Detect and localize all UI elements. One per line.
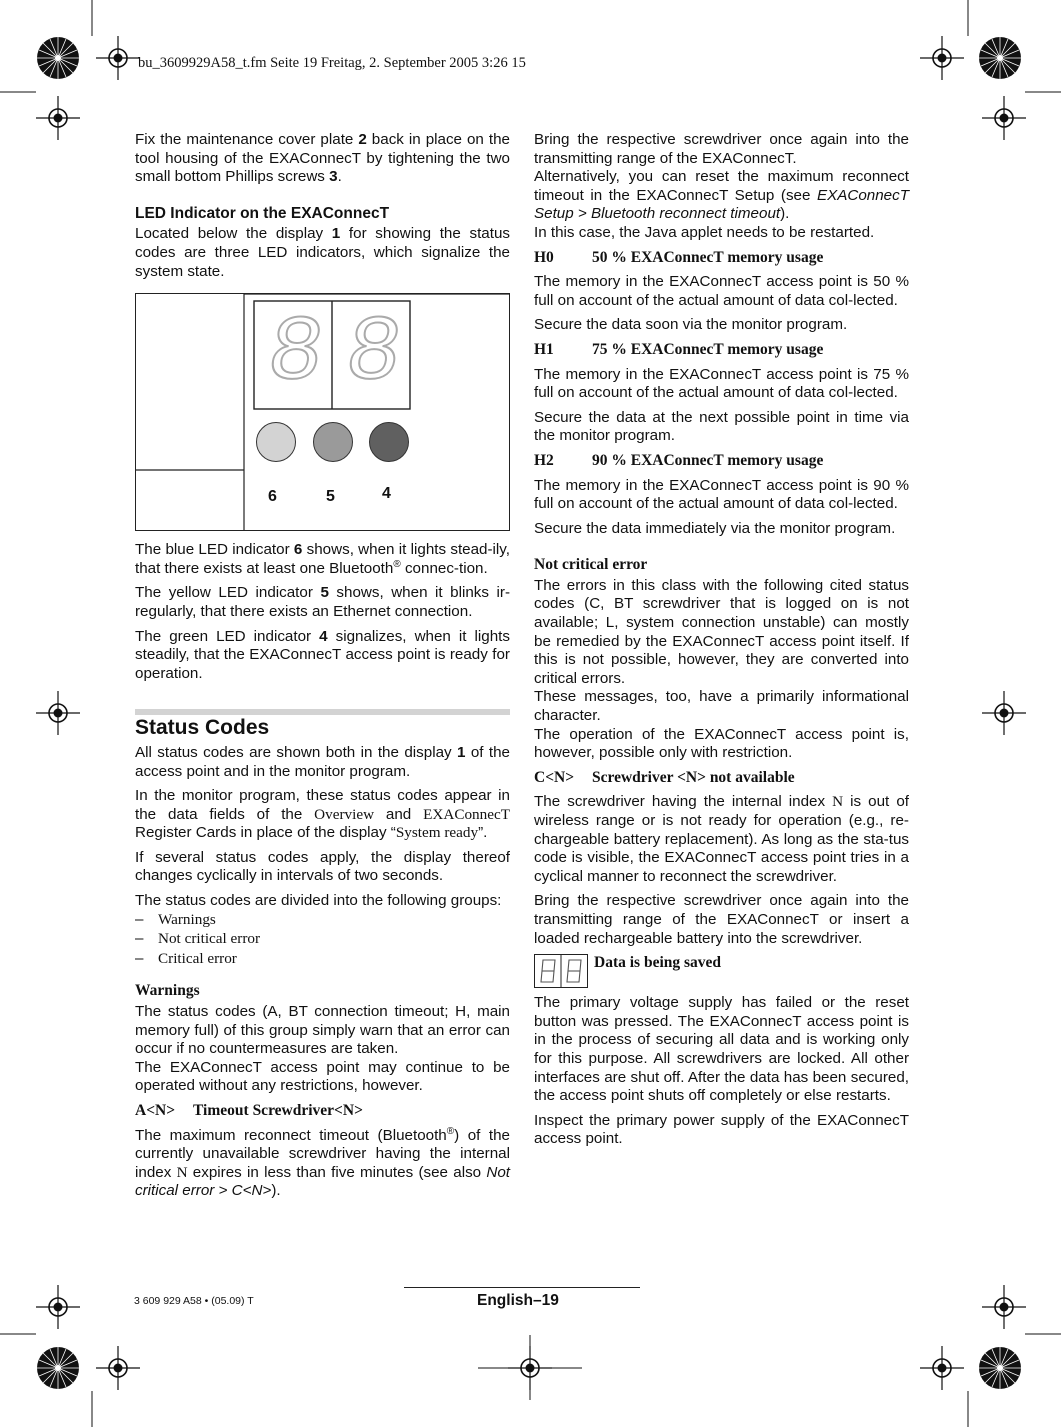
- paragraph: These messages, too, have a primarily informational character.: [534, 688, 909, 725]
- list-item: – Critical error: [135, 950, 510, 969]
- paragraph: The memory in the EXAConnecT access point is 90 % full on account of the actual amount of data col-lected.: [534, 476, 909, 513]
- paragraph: The primary voltage supply has failed or the reset button was pressed. The EXAConnecT access point is in the process of securing all data and is working only for this purpose. All screwdrivers are locked. All other interfaces are shut off. After the data has been secured, the access point shuts off completely or else restarts.: [534, 994, 909, 1105]
- led-indicator-heading: LED Indicator on the EXAConnecT: [135, 204, 390, 222]
- list-item: – Warnings: [135, 911, 510, 930]
- segment-digit-2: 8: [338, 301, 409, 407]
- status-code-heading: H2 90 % EXAConnecT memory usage: [534, 451, 824, 469]
- not-critical-error-heading: Not critical error: [534, 556, 648, 574]
- paragraph: All status codes are shown both in the display 1 of the access point and in the monitor program.: [135, 743, 510, 780]
- section-divider: [135, 709, 510, 715]
- led-yellow: [313, 422, 353, 462]
- blank-display-icon: [534, 954, 588, 988]
- status-code-heading: H0 50 % EXAConnecT memory usage: [534, 248, 824, 266]
- status-code-heading: A<N> Timeout Screwdriver<N>: [135, 1102, 363, 1119]
- paragraph: The memory in the EXAConnecT access point is 50 % full on account of the actual amount of data col-lected.: [534, 273, 909, 309]
- paragraph: The yellow LED indicator 5 shows, when it blinks ir-regularly, that there exists an Ethernet connection.: [135, 584, 511, 620]
- paragraph: Fix the maintenance cover plate 2 back in place on the tool housing of the EXAConnecT by tightening the two small bottom Phillips screws 3.: [135, 131, 510, 186]
- paragraph: Secure the data immediately via the monitor program.: [534, 519, 896, 537]
- paragraph: If several status codes apply, the display thereof changes cyclically in intervals of two seconds.: [135, 848, 510, 885]
- paragraph: The status codes are divided into the following groups:: [135, 892, 502, 910]
- paragraph: The operation of the EXAConnecT access point is, however, possible only with restriction.: [534, 725, 909, 762]
- doc-code: 3 609 929 A58 • (05.09) T: [134, 1295, 254, 1307]
- paragraph: The EXAConnecT access point may continue to be operated without any restrictions, however.: [135, 1058, 510, 1095]
- footer-rule: [404, 1287, 640, 1288]
- led-label-5: 5: [326, 488, 335, 506]
- paragraph: The maximum reconnect timeout (Bluetooth®) of the currently unavailable screwdriver having the internal index N expires in less than five minutes (see also Not critical error > C<N>).: [135, 1125, 510, 1200]
- status-codes-heading: Status Codes: [135, 716, 270, 740]
- led-label-6: 6: [268, 488, 277, 506]
- warnings-heading: Warnings: [135, 982, 200, 1000]
- led-figure: [135, 293, 510, 531]
- data-saved-heading: [534, 954, 909, 988]
- list-item: – Not critical error: [135, 930, 510, 949]
- paragraph: Inspect the primary power supply of the EXAConnecT access point.: [534, 1111, 909, 1148]
- paragraph: Bring the respective screwdriver once again into the transmitting range of the EXAConnecT.: [534, 131, 909, 167]
- page-label: English–19: [477, 1292, 559, 1309]
- led-green: [369, 422, 409, 462]
- right-column: [534, 131, 909, 1155]
- paragraph: The errors in this class with the following cited status codes (C, BT screwdriver that is logged on is not available; L, system connection unstable) can mostly be remedied by the EXAConnecT access point itself. If this is not possible, however, they are converted into critical errors.: [534, 576, 909, 687]
- paragraph: In this case, the Java applet needs to be restarted.: [534, 223, 875, 241]
- file-info-header: bu_3609929A58_t.fm Seite 19 Freitag, 2. September 2005 3:26 15: [138, 55, 526, 71]
- led-blue: [256, 422, 296, 462]
- paragraph: The status codes (A, BT connection timeout; H, main memory full) of this group simply warn that an error can occur if no countermeasures are taken.: [135, 1003, 510, 1058]
- paragraph: In the monitor program, these status codes appear in the data fields of the Overview and EXAConnecT Register Cards in place of the display “System ready”.: [135, 787, 510, 842]
- status-code-heading: H1 75 % EXAConnecT memory usage: [534, 340, 824, 358]
- left-column: [135, 131, 510, 1207]
- paragraph: The screwdriver having the internal index N is out of wireless range or is not ready for operation (e.g., re-chargeable battery replacement). As long as the sta-tus code is visible, the EXAConnecT access point tries in a cyclical manner to reconnect the screwdriver.: [534, 793, 909, 885]
- paragraph: Secure the data soon via the monitor program.: [534, 316, 848, 334]
- status-code-heading: C<N> Screwdriver <N> not available: [534, 768, 795, 786]
- led-label-4: 4: [382, 485, 391, 503]
- groups-list: [135, 911, 510, 969]
- segment-digit-1: 8: [260, 301, 331, 407]
- paragraph: Bring the respective screwdriver once again into the transmitting range of the EXAConnecT or insert a loaded rechargeable battery into the screwdriver.: [534, 892, 909, 947]
- paragraph: Secure the data at the next possible point in time via the monitor program.: [534, 408, 909, 445]
- paragraph: Alternatively, you can reset the maximum reconnect timeout in the EXAConnecT Setup (see EXAConnecT Setup > Bluetooth reconnect timeout).: [534, 168, 909, 223]
- data-saved-title: Data is being saved: [594, 954, 722, 972]
- paragraph: The green LED indicator 4 signalizes, when it lights steadily, that the EXAConnecT access point is ready for operation.: [135, 627, 510, 682]
- paragraph: Located below the display 1 for showing the status codes are three LED indicators, which signalize the system state.: [135, 225, 510, 280]
- paragraph: The blue LED indicator 6 shows, when it lights stead-ily, that there exists at least one Bluetooth® connec-tion.: [135, 541, 510, 577]
- paragraph: The memory in the EXAConnecT access point is 75 % full on account of the actual amount of data col-lected.: [534, 365, 909, 402]
